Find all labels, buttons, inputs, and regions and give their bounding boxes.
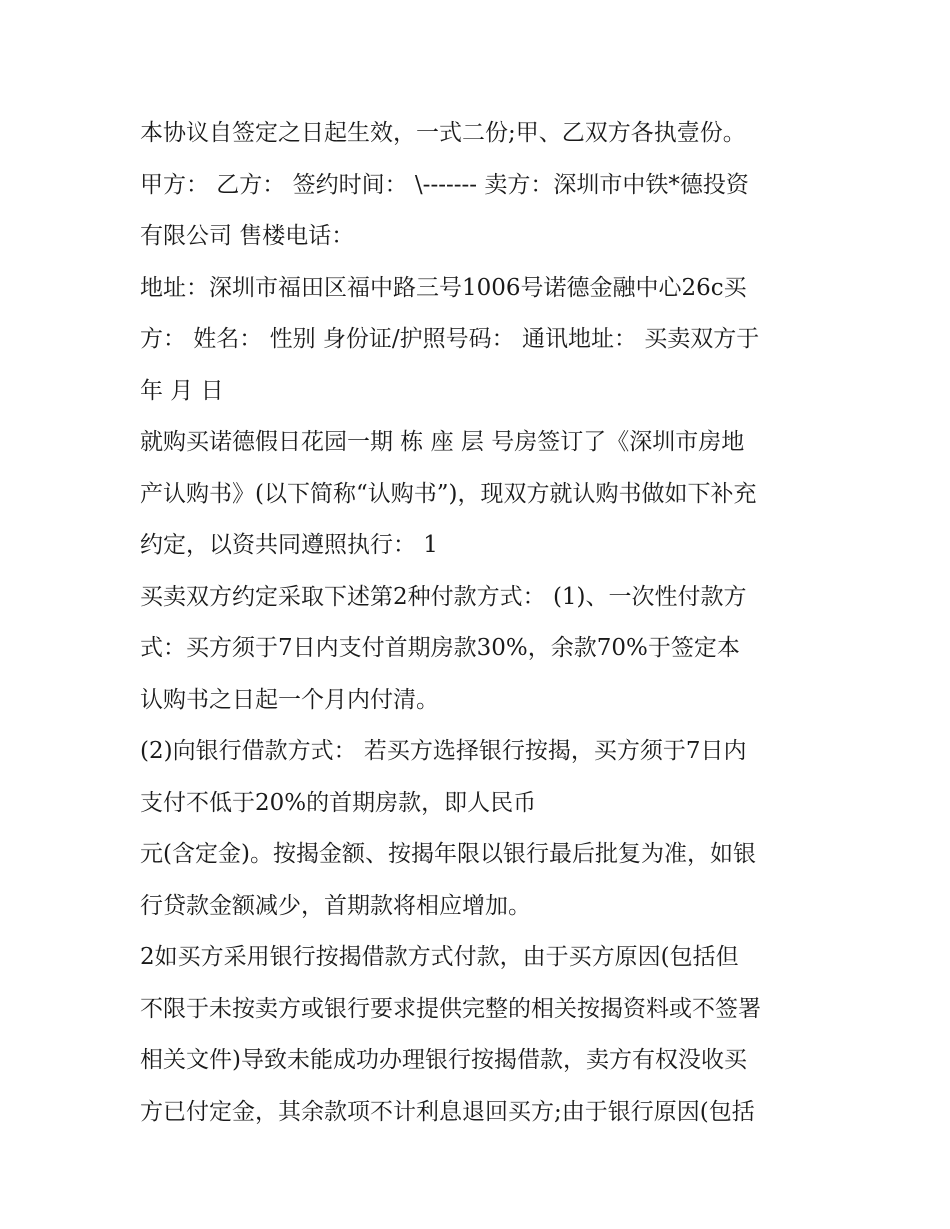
text-line: 不限于未按卖方或银行要求提供完整的相关按揭资料或不签署	[140, 995, 761, 1022]
text-line: 有限公司 售楼电话：	[140, 223, 355, 249]
text-line: 元(含定金)。按揭金额、按揭年限以银行最后批复为准，如银	[140, 841, 756, 867]
text-line: 式：买方须于7日内支付首期房款30%，余款70%于签定本	[140, 635, 740, 661]
text-line: 本协议自签定之日起生效，一式二份;甲、乙双方各执壹份。	[140, 120, 746, 146]
text-line: 产认购书》(以下简称“认购书”)，现双方就认购书做如下补充	[140, 480, 757, 507]
text-line: 年 月 日	[140, 377, 224, 404]
text-line: 相关文件)导致未能成功办理银行按揭借款，卖方有权没收买	[140, 1047, 747, 1073]
text-line: 约定，以资共同遵照执行： 1	[140, 532, 438, 558]
text-line: 甲方： 乙方： 签约时间： \------- 卖方：深圳市中铁*德投资	[140, 171, 749, 198]
text-line: 方： 姓名： 性别 身份证/护照号码： 通讯地址： 买卖双方于	[140, 326, 760, 352]
text-line: 地址：深圳市福田区福中路三号1006号诺德金融中心26c买	[140, 274, 747, 301]
text-line: (2)向银行借款方式： 若买方选择银行按揭，买方须于7日内	[140, 738, 747, 764]
document-body	[140, 108, 820, 1138]
text-line: 认购书之日起一个月内付清。	[140, 686, 439, 713]
text-line: 买卖双方约定采取下述第2种付款方式： (1)、一次性付款方	[140, 583, 747, 610]
text-line: 支付不低于20%的首期房款，即人民币	[140, 789, 537, 816]
text-line: 行贷款金额减少，首期款将相应增加。	[140, 892, 531, 919]
text-line: 方已付定金，其余款项不计利息退回买方;由于银行原因(包括	[140, 1098, 755, 1125]
text-line: 就购买诺德假日花园一期 栋 座 层 号房签订了《深圳市房地	[140, 429, 745, 455]
text-line: 2如买方采用银行按揭借款方式付款，由于买方原因(包括但	[140, 944, 739, 970]
